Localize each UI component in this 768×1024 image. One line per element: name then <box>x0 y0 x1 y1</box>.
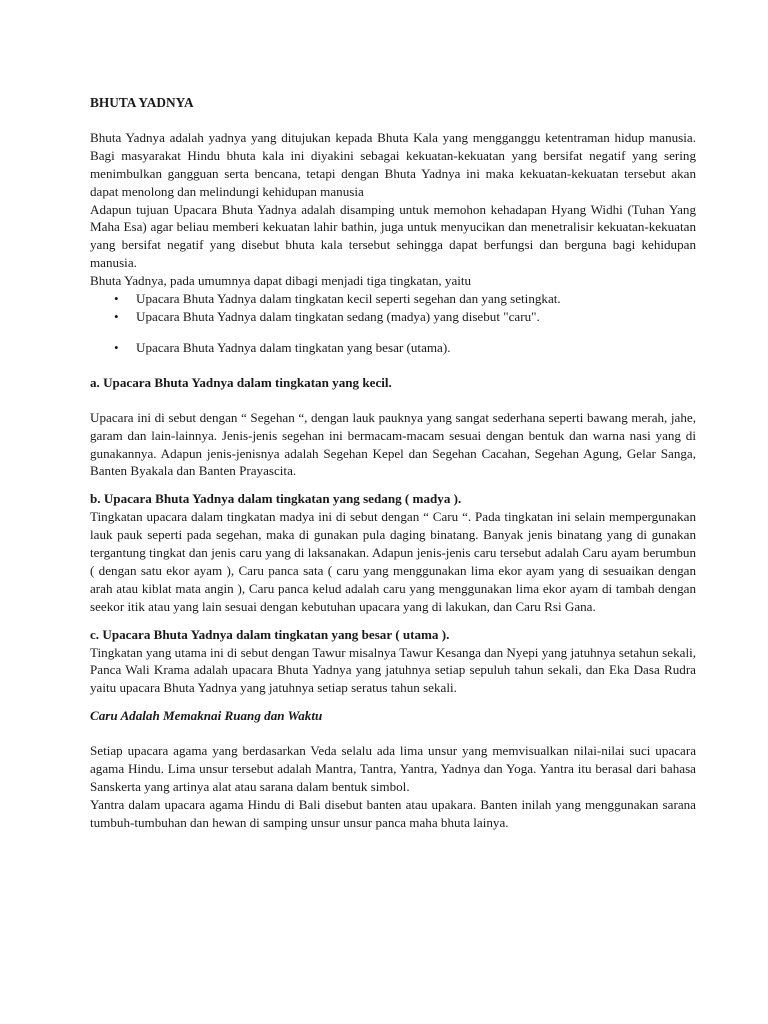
spacer <box>90 392 696 409</box>
bullet-icon: • <box>114 339 119 355</box>
spacer <box>90 357 696 374</box>
intro-paragraph-1: Bhuta Yadnya adalah yadnya yang ditujukan kepada Bhuta Kala yang mengganggu ketentraman hidup manusia. Bagi masyarakat Hindu bhuta kala ini diyakini sebagai kekuatan-kekuatan yang bersifat negatif yang sering menimbulkan gangguan serta bencana, tetapi dengan Bhuta Yadnya ini maka kekuatan-kekuatan tersebut akan dapat menolong dan melindungi kehidupan manusia <box>90 129 696 199</box>
tingkatan-list <box>90 290 696 357</box>
section-a-body: Upacara ini di sebut dengan “ Segehan “, dengan lauk pauknya yang sangat sederhana seperti bawang merah, jahe, garam dan lain-lainnya. Jenis-jenis segehan ini bermacam-macam sesuai dengan bentuk dan warna nasi yang di gunakannya. Adapun jenis-jenisnya adalah Segehan Kepel dan Segehan Cacahan, Segehan Agung, Gelar Sanga, Banten Byakala dan Banten Prayascita. <box>90 409 696 479</box>
intro-paragraph-3: Bhuta Yadnya, pada umumnya dapat dibagi menjadi tiga tingkatan, yaitu <box>90 273 472 289</box>
section-caru-heading: Caru Adalah Memaknai Ruang dan Waktu <box>90 708 323 724</box>
spacer <box>90 697 696 707</box>
list-item <box>112 339 696 357</box>
section-c-heading: c. Upacara Bhuta Yadnya dalam tingkatan yang besar ( utama ). <box>90 626 450 642</box>
section-b-body: Tingkatan upacara dalam tingkatan madya ini di sebut dengan “ Caru “. Pada tingkatan ini selain mempergunakan lauk pauk seperti pada segehan, maka di gunakan pula daging binatang. Banyak jenis binatang yang di gunakan tergantung tingkat dan jenis caru yang di laksanakan. Adapun jenis-jenis caru tersebut adalah Caru ayam berumbun ( dengan satu ekor ayam ), Caru panca sata ( caru yang menggunakan lima ekor ayam yang di sesuaikan dengan arah atau kiblat mata angin ), Caru panca kelud adalah caru yang menggunakan lima ekor ayam di tambah dengan seekor itik atau yang lain sesuai dengan kebutuhan upacara yang di lakukan, dan Caru Rsi Gana. <box>90 509 696 614</box>
section-b-heading: b. Upacara Bhuta Yadnya dalam tingkatan yang sedang ( madya ). <box>90 491 462 507</box>
list-item <box>112 290 696 308</box>
spacer <box>90 725 696 742</box>
spacer <box>90 480 696 490</box>
bullet-icon: • <box>114 291 119 307</box>
list-item-text: Upacara Bhuta Yadnya dalam tingkatan kecil seperti segehan dan yang setingkat. <box>136 291 561 307</box>
list-item-text: Upacara Bhuta Yadnya dalam tingkatan yang besar (utama). <box>136 339 451 355</box>
list-item-text: Upacara Bhuta Yadnya dalam tingkatan sedang (madya) yang disebut "caru". <box>136 308 540 324</box>
bullet-icon: • <box>114 308 119 324</box>
section-a-heading: a. Upacara Bhuta Yadnya dalam tingkatan yang kecil. <box>90 374 392 390</box>
list-item <box>112 308 696 326</box>
section-caru-paragraph-2: Yantra dalam upacara agama Hindu di Bali disebut banten atau upakara. Banten inilah yang menggunakan sarana tumbuh-tumbuhan dan hewan di samping unsur unsur panca maha bhuta lainya. <box>90 796 696 830</box>
document-page <box>90 94 696 832</box>
document-title: BHUTA YADNYA <box>90 95 194 110</box>
intro-paragraph-2: Adapun tujuan Upacara Bhuta Yadnya adalah disamping untuk memohon kehadapan Hyang Widhi (Tuhan Yang Maha Esa) agar beliau memberi kekuatan lahir bathin, juga untuk menyucikan dan menetralisir kekuatan-kekuatan yang bersifat negatif yang disebut bhuta kala tersebut sehingga dapat berfungsi dan berguna bagi kehidupan manusia. <box>90 201 696 271</box>
section-caru-paragraph-1: Setiap upacara agama yang berdasarkan Veda selalu ada lima unsur yang memvisualkan nilai-nilai suci upacara agama Hindu. Lima unsur tersebut adalah Mantra, Tantra, Yantra, Yadnya dan Yoga. Yantra itu berasal dari bahasa Sanskerta yang artinya alat atau sarana dalam bentuk simbol. <box>90 743 696 794</box>
section-c-body: Tingkatan yang utama ini di sebut dengan Tawur misalnya Tawur Kesanga dan Nyepi yang jatuhnya setahun sekali, Panca Wali Krama adalah upacara Bhuta Yadnya yang jatuhnya setiap sepuluh tahun sekali, dan Eka Dasa Rudra yaitu upacara Bhuta Yadnya yang jatuhnya setiap seratus tahun sekali. <box>90 644 696 696</box>
spacer <box>90 616 696 626</box>
